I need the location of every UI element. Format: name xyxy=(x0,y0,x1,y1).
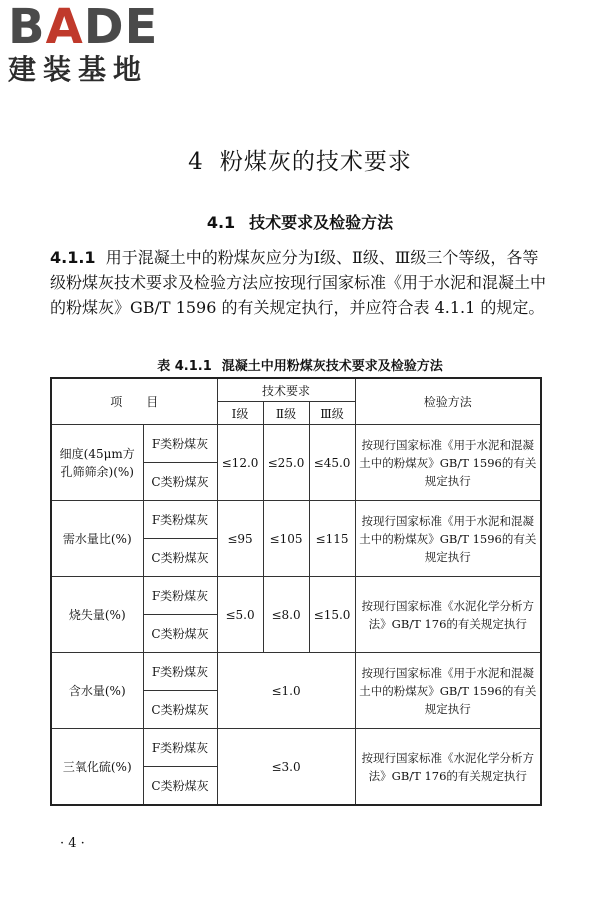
header-grade-3: Ⅲ级 xyxy=(309,402,355,425)
page-number: · 4 · xyxy=(60,836,85,851)
grade-2-value: ≤8.0 xyxy=(263,577,309,653)
grade-3-value: ≤45.0 xyxy=(309,425,355,501)
chapter-title xyxy=(0,143,600,176)
grade-1-value: ≤12.0 xyxy=(217,425,263,501)
logo xyxy=(8,2,158,86)
logo-subtitle: 建装基地 xyxy=(8,53,149,86)
header-item: 项 目 xyxy=(51,378,217,425)
table-row xyxy=(51,577,541,615)
class-f-label: F类粉煤灰 xyxy=(143,425,217,463)
spec-table xyxy=(50,377,542,806)
grade-1-value: ≤95 xyxy=(217,501,263,577)
class-f-label: F类粉煤灰 xyxy=(143,729,217,767)
class-f-label: F类粉煤灰 xyxy=(143,653,217,691)
header-tech-requirements: 技术要求 xyxy=(217,378,355,402)
header-grade-1: Ⅰ级 xyxy=(217,402,263,425)
table-row xyxy=(51,653,541,691)
clause-number: 4.1.1 xyxy=(50,248,96,267)
row-item-water-demand: 需水量比(%) xyxy=(51,501,143,577)
class-c-label: C类粉煤灰 xyxy=(143,463,217,501)
section-title-text: 技术要求及检验方法 xyxy=(249,213,394,232)
test-method: 按现行国家标准《水泥化学分析方法》GB/T 176的有关规定执行 xyxy=(355,729,541,806)
clause-paragraph xyxy=(50,245,552,320)
class-f-label: F类粉煤灰 xyxy=(143,501,217,539)
test-method: 按现行国家标准《用于水泥和混凝土中的粉煤灰》GB/T 1596的有关规定执行 xyxy=(355,653,541,729)
clause-text: 用于混凝土中的粉煤灰应分为Ⅰ级、Ⅱ级、Ⅲ级三个等级，各等级粉煤灰技术要求及检验方法应按现行国家标准《用于水泥和混凝土中的粉煤灰》GB/T 1596 的有关规定执行，并应符合表 4.1.1 的规定。 xyxy=(50,248,547,317)
table-row xyxy=(51,425,541,463)
grade-3-value: ≤115 xyxy=(309,501,355,577)
test-method: 按现行国家标准《用于水泥和混凝土中的粉煤灰》GB/T 1596的有关规定执行 xyxy=(355,425,541,501)
grade-1-value: ≤5.0 xyxy=(217,577,263,653)
merged-grade-value: ≤1.0 xyxy=(217,653,355,729)
grade-2-value: ≤105 xyxy=(263,501,309,577)
test-method: 按现行国家标准《用于水泥和混凝土中的粉煤灰》GB/T 1596的有关规定执行 xyxy=(355,501,541,577)
merged-grade-value: ≤3.0 xyxy=(217,729,355,806)
row-item-sulfur-trioxide: 三氧化硫(%) xyxy=(51,729,143,806)
table-row xyxy=(51,501,541,539)
class-c-label: C类粉煤灰 xyxy=(143,767,217,806)
table-caption xyxy=(0,355,600,374)
table-row xyxy=(51,729,541,767)
section-number: 4.1 xyxy=(206,213,236,232)
test-method: 按现行国家标准《水泥化学分析方法》GB/T 176的有关规定执行 xyxy=(355,577,541,653)
table-caption-number: 表 4.1.1 xyxy=(157,359,212,374)
chapter-number: 4 xyxy=(188,149,204,175)
class-c-label: C类粉煤灰 xyxy=(143,615,217,653)
header-test-method: 检验方法 xyxy=(355,378,541,425)
grade-3-value: ≤15.0 xyxy=(309,577,355,653)
section-title xyxy=(0,210,600,233)
logo-wordmark: BADE xyxy=(8,0,159,55)
chapter-title-text: 粉煤灰的技术要求 xyxy=(219,149,412,175)
row-item-moisture-content: 含水量(%) xyxy=(51,653,143,729)
row-item-loss-on-ignition: 烧失量(%) xyxy=(51,577,143,653)
row-item-fineness: 细度(45μm方孔筛筛余)(%) xyxy=(51,425,143,501)
table-header-row xyxy=(51,378,541,402)
grade-2-value: ≤25.0 xyxy=(263,425,309,501)
header-grade-2: Ⅱ级 xyxy=(263,402,309,425)
class-c-label: C类粉煤灰 xyxy=(143,691,217,729)
class-f-label: F类粉煤灰 xyxy=(143,577,217,615)
table-caption-title: 混凝土中用粉煤灰技术要求及检验方法 xyxy=(221,359,443,374)
class-c-label: C类粉煤灰 xyxy=(143,539,217,577)
